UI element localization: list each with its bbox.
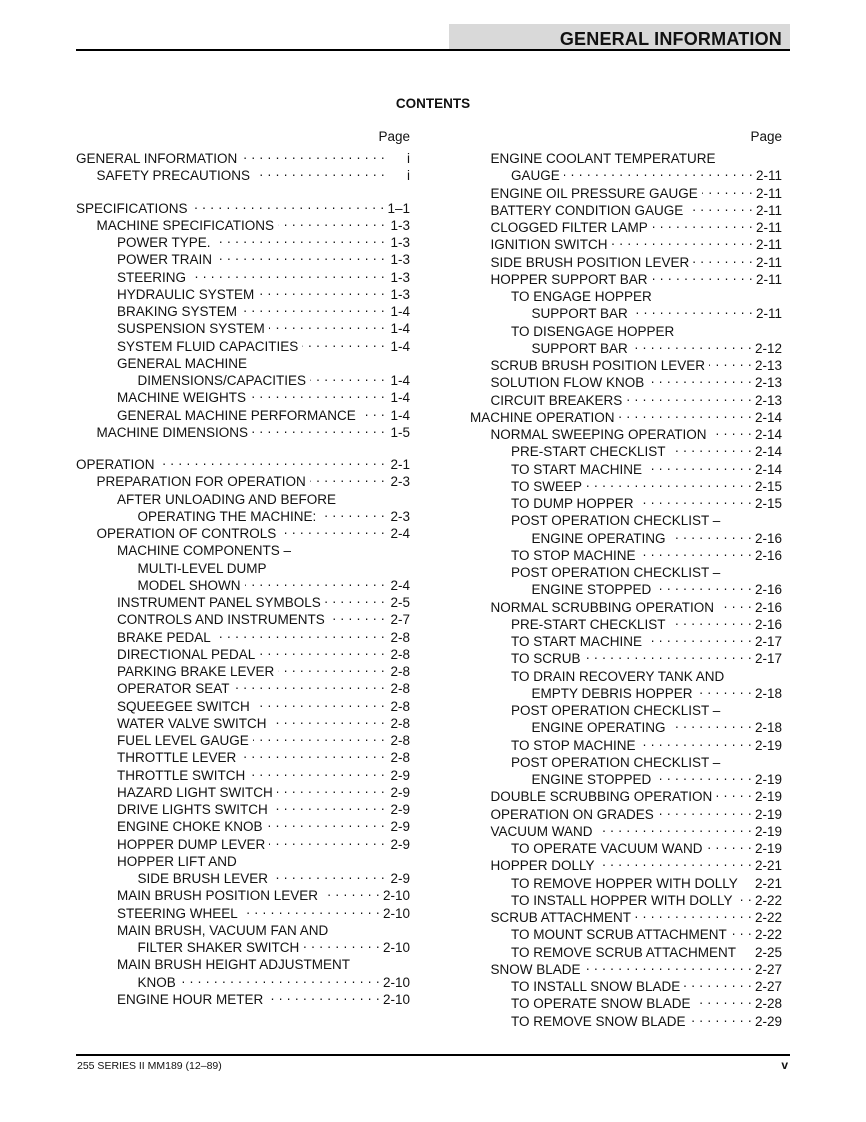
toc-entry-page: 2-8 (390, 733, 410, 748)
toc-entry-title: HOPPER DUMP LEVER (117, 836, 266, 852)
toc-entry-page: 2-1 (390, 457, 410, 472)
toc-entry-title: CLOGGED FILTER LAMP (490, 220, 648, 235)
toc-leader-dots (670, 439, 752, 456)
toc-entry-title: PRE-START CHECKLIST (511, 616, 666, 632)
page-column-label: Page (750, 129, 782, 144)
toc-entry-title: SNOW BLADE (490, 961, 581, 977)
toc-entry-title: POST OPERATION CHECKLIST – (511, 754, 721, 770)
toc-leader-dots (325, 590, 385, 607)
toc-entry-page: 2-21 (754, 875, 782, 891)
toc-entry-page: 2-10 (382, 974, 410, 990)
toc-entry-page: 1-3 (390, 235, 410, 250)
toc-entry-page: 2-8 (390, 715, 410, 731)
toc-entry-page: 2-17 (754, 634, 782, 649)
toc-leader-dots (670, 612, 752, 629)
toc-leader-dots (240, 745, 385, 762)
toc-entry-page: 1-4 (390, 390, 410, 406)
toc-leader-dots (586, 474, 752, 491)
toc-entry-title: POWER TYPE. (117, 235, 211, 250)
toc-entry-page: 2-11 (755, 202, 782, 218)
toc-leader-dots (635, 905, 752, 922)
toc-leader-dots (254, 694, 385, 711)
toc-entry-title: PARKING BRAKE LEVER (117, 664, 275, 679)
toc-entry-title: OPERATING THE MACHINE: (137, 508, 317, 524)
toc-entry-page: 2-7 (390, 612, 410, 628)
toc-column-left (76, 128, 410, 1007)
toc-entry-title: TO SWEEP (511, 478, 583, 494)
toc-leader-dots (626, 388, 752, 405)
toc-entry-page: 2-28 (754, 996, 782, 1012)
toc-entry-title: ENGINE OPERATING (531, 720, 666, 736)
toc-entry-title: DIRECTIONAL PEDAL (117, 646, 256, 662)
toc-entry-page: 2-25 (754, 944, 782, 960)
toc-entry-title: TO DISENGAGE HOPPER (511, 323, 675, 339)
toc-entry-title: THROTTLE LEVER (117, 750, 237, 766)
toc-leader-dots (267, 987, 380, 1004)
toc-entry-page: 2-9 (390, 836, 410, 852)
toc-leader-dots (670, 526, 752, 543)
toc-entry-page: 2-8 (390, 629, 410, 645)
toc-entry-title: ENGINE STOPPED (531, 772, 652, 787)
toc-entry-page: 2-19 (754, 806, 782, 822)
toc-leader-dots (252, 420, 385, 437)
toc-entry-page: 2-19 (754, 772, 782, 787)
toc-entry-page: 2-16 (754, 582, 782, 598)
toc-entry-page: 2-13 (754, 375, 782, 391)
toc-leader-dots (652, 267, 753, 284)
toc-entry-page: 2-11 (755, 254, 782, 270)
toc-entry-page: 2-9 (390, 802, 410, 817)
toc-leader-dots (655, 767, 752, 784)
toc-entry-title: HYDRAULIC SYSTEM (117, 286, 255, 302)
toc-entry-title: CIRCUIT BREAKERS (490, 392, 623, 408)
toc-entry-title: SYSTEM FLUID CAPACITIES (117, 338, 299, 354)
toc-entry-title: GENERAL MACHINE (117, 355, 248, 371)
toc-leader-dots (709, 353, 752, 370)
toc-entry-page: 2-22 (754, 910, 782, 925)
toc-entry-page: 2-19 (754, 823, 782, 839)
toc-entry-title: ENGINE HOUR METER (117, 991, 264, 1007)
toc-entry-title: OPERATION (76, 457, 155, 472)
toc-leader-dots (259, 642, 385, 659)
toc-entry-title: VACUUM WAND (490, 823, 593, 839)
toc-leader-dots (697, 681, 752, 698)
toc-entry-title: SCRUB BRUSH POSITION LEVER (490, 358, 706, 373)
toc-entry-page: 2-27 (754, 979, 782, 994)
toc-entry-title: MULTI-LEVEL DUMP (137, 560, 267, 576)
toc-leader-dots (241, 146, 385, 163)
toc-entry-page: 2-22 (754, 927, 782, 943)
toc-entry-title: HOPPER SUPPORT BAR (490, 271, 648, 287)
toc-entry-title: AFTER UNLOADING AND BEFORE (117, 491, 337, 507)
toc-entry-title: MACHINE SPECIFICATIONS (96, 217, 275, 233)
toc-entry-title: TO SCRUB (511, 651, 581, 667)
toc-leader-dots (280, 521, 385, 538)
toc-entry (76, 196, 410, 216)
toc-entry-page: 2-11 (755, 306, 782, 322)
toc-entry-title: MACHINE OPERATION (470, 409, 615, 425)
toc-entry-page: 2-14 (754, 409, 782, 425)
toc-entry (470, 146, 782, 166)
toc-entry-page: 2-11 (755, 220, 782, 235)
toc-entry-page: 2-27 (754, 961, 782, 977)
toc-leader-dots (269, 316, 385, 333)
toc-leader-dots (272, 797, 385, 814)
toc-leader-dots (192, 196, 385, 213)
toc-entry-title: KNOB (137, 974, 176, 990)
toc-entry-page: 2-10 (382, 905, 410, 921)
toc-entry-title: TO REMOVE HOPPER WITH DOLLY (511, 875, 738, 891)
toc-leader-dots (648, 370, 752, 387)
toc-leader-dots (711, 422, 752, 439)
toc-leader-dots (322, 883, 380, 900)
toc-entry-page: 1–1 (387, 200, 410, 216)
header-rule (76, 49, 790, 51)
toc-leader-dots (215, 230, 385, 247)
toc-entry-title: SQUEEGEE SWITCH (117, 698, 250, 714)
toc-leader-dots (716, 784, 752, 801)
toc-leader-dots (320, 504, 385, 521)
toc-entry-title: OPERATOR SEAT (117, 681, 230, 697)
toc-entry-page: 1-4 (390, 407, 410, 423)
toc-entry (76, 987, 410, 1007)
toc-leader-dots (612, 232, 753, 249)
toc-entry-page: 2-14 (754, 427, 782, 442)
footer-rule (76, 1054, 790, 1056)
toc-entry-title: ENGINE CHOKE KNOB (117, 819, 263, 835)
toc-entry-page: 2-8 (390, 698, 410, 714)
toc-entry-page: i (407, 151, 410, 166)
toc-leader-dots (684, 974, 752, 991)
toc-entry-page: 2-4 (390, 577, 410, 593)
toc-leader-dots (180, 970, 380, 987)
toc-entry-title: SCRUB ATTACHMENT (490, 910, 632, 925)
toc-leader-dots (159, 452, 385, 469)
toc-leader-dots (272, 866, 385, 883)
toc-entry-title: SIDE BRUSH LEVER (137, 871, 269, 886)
toc-entry-title: MODEL SHOWN (137, 577, 241, 593)
toc-leader-dots (215, 625, 385, 642)
toc-leader-dots (718, 595, 752, 612)
toc-column-right (470, 128, 782, 1029)
toc-entry-page: 2-9 (390, 871, 410, 886)
toc-entry-title: THROTTLE SWITCH (117, 767, 246, 783)
toc-entry-title: BRAKING SYSTEM (117, 304, 238, 319)
toc-entry-page: 2-8 (390, 750, 410, 766)
toc-entry-title: SUPPORT BAR (531, 340, 628, 356)
toc-leader-dots (216, 247, 385, 264)
toc-leader-dots (277, 780, 385, 797)
toc-entry-title: POST OPERATION CHECKLIST – (511, 513, 721, 529)
toc-entry-title: TO START MACHINE (511, 634, 643, 649)
toc-leader-dots (731, 922, 752, 939)
toc-entry-page: 2-10 (382, 991, 410, 1007)
toc-leader-dots (599, 853, 752, 870)
toc-entry-title: SAFETY PRECAUTIONS (96, 168, 251, 184)
toc-entry-page: 2-13 (754, 392, 782, 408)
toc-entry-page: 2-8 (390, 681, 410, 697)
toc-entry-page: 2-12 (754, 340, 782, 356)
toc-entry-page: 2-11 (755, 237, 782, 253)
toc-entry-title: POWER TRAIN (117, 252, 213, 268)
toc-entry-page: i (407, 168, 410, 184)
toc-entry-page: 2-8 (390, 664, 410, 679)
toc-entry-page: 2-16 (754, 599, 782, 615)
toc-entry-page: 2-17 (754, 651, 782, 667)
toc-entry-page: 2-18 (754, 720, 782, 736)
toc-entry-page: 2-9 (390, 767, 410, 783)
page-column-label: Page (378, 129, 410, 144)
toc-entry-page: 2-3 (390, 474, 410, 490)
toc-entry-title: SUPPORT BAR (531, 306, 628, 322)
toc-entry-title: FUEL LEVEL GAUGE (117, 733, 249, 748)
toc-entry-title: TO STOP MACHINE (511, 547, 636, 563)
toc-entry-title: SOLUTION FLOW KNOB (490, 375, 645, 391)
toc-entry-page: 1-4 (390, 304, 410, 319)
toc-entry-title: DOUBLE SCRUBBING OPERATION (490, 789, 713, 805)
toc-entry-title: ENGINE OPERATING (531, 530, 666, 546)
toc-leader-dots (269, 832, 385, 849)
toc-leader-dots (564, 163, 753, 180)
toc-entry-title: MAIN BRUSH POSITION LEVER (117, 888, 319, 904)
toc-leader-dots (585, 646, 752, 663)
toc-entry-page: 1-5 (390, 424, 410, 440)
toc-entry-title: GENERAL INFORMATION (76, 151, 238, 166)
toc-entry-title: OPERATION ON GRADES (490, 806, 654, 822)
toc-entry-title: CONTROLS AND INSTRUMENTS (117, 612, 325, 628)
toc-entry-page: 1-3 (390, 252, 410, 268)
toc-entry-page: 1-3 (390, 286, 410, 302)
toc-entry-page: 2-16 (754, 547, 782, 563)
toc-leader-dots (242, 901, 380, 918)
toc-entry-title: IGNITION SWITCH (490, 237, 608, 253)
toc-leader-dots (267, 814, 385, 831)
toc-entry-page: 2-13 (754, 358, 782, 373)
toc-entry-title: TO REMOVE SNOW BLADE (511, 1013, 686, 1029)
toc-leader-dots (258, 282, 385, 299)
toc-entry-title: TO OPERATE VACUUM WAND (511, 841, 703, 856)
toc-entry-title: PRE-START CHECKLIST (511, 444, 666, 460)
toc-entry-title: BATTERY CONDITION GAUGE (490, 202, 684, 218)
toc-entry-page: 1-4 (390, 321, 410, 337)
toc-entry-title: TO OPERATE SNOW BLADE (511, 996, 691, 1012)
toc-entry-title: STEERING WHEEL (117, 905, 238, 921)
toc-entry-title: SIDE BRUSH POSITION LEVER (490, 254, 690, 270)
toc-leader-dots (646, 629, 752, 646)
toc-entry-title: HAZARD LIGHT SWITCH (117, 784, 273, 800)
toc-entry-page: 2-11 (755, 271, 782, 287)
toc-entry-page: 2-21 (754, 858, 782, 874)
toc-entry-title: STEERING (117, 269, 187, 285)
toc-entry-page: 2-3 (390, 508, 410, 524)
toc-entry-page: 2-10 (382, 940, 410, 955)
toc-leader-dots (640, 733, 752, 750)
toc-leader-dots (646, 457, 752, 474)
toc-entry-page: 2-14 (754, 444, 782, 460)
toc-entry-page: 2-14 (754, 461, 782, 477)
contents-title: CONTENTS (395, 96, 471, 111)
toc-leader-dots (249, 763, 385, 780)
toc-entry-page: 2-19 (754, 737, 782, 753)
toc-leader-dots (310, 368, 385, 385)
toc-leader-dots (690, 1009, 752, 1026)
toc-entry-page: 2-19 (754, 841, 782, 856)
toc-leader-dots (302, 334, 385, 351)
toc-entry-page: 2-11 (755, 168, 782, 184)
toc-leader-dots (658, 802, 752, 819)
toc-entry-page: 2-10 (382, 888, 410, 904)
toc-leader-dots (245, 573, 385, 590)
toc-leader-dots (702, 181, 753, 198)
toc-entry-title: INSTRUMENT PANEL SYMBOLS (117, 595, 321, 610)
toc-entry-page: 1-4 (390, 338, 410, 354)
toc-leader-dots (303, 935, 380, 952)
toc-entry-title: MAIN BRUSH, VACUUM FAN AND (117, 922, 329, 938)
toc-leader-dots (234, 676, 385, 693)
toc-entry-title: BRAKE PEDAL (117, 629, 211, 645)
toc-list-right (470, 146, 782, 1029)
toc-entry-title: TO INSTALL HOPPER WITH DOLLY (511, 892, 733, 908)
toc-leader-dots (632, 336, 752, 353)
toc-entry-title: EMPTY DEBRIS HOPPER (531, 685, 693, 701)
toc-leader-dots (253, 728, 385, 745)
toc-entry-title: TO ENGAGE HOPPER (511, 289, 652, 304)
toc-leader-dots (687, 198, 753, 215)
toc-leader-dots (360, 403, 385, 420)
toc-list-left (76, 146, 410, 1007)
toc-entry-page: 2-15 (754, 478, 782, 494)
toc-entry-title: HOPPER LIFT AND (117, 853, 237, 869)
toc-leader-dots (254, 163, 385, 180)
toc-entry-page: 2-18 (754, 685, 782, 701)
toc-entry-title: GAUGE (511, 168, 560, 184)
toc-entry (76, 590, 410, 610)
toc-entry-title: PREPARATION FOR OPERATION (96, 474, 306, 490)
toc-leader-dots (241, 299, 385, 316)
toc-entry-page: 2-4 (390, 526, 410, 541)
footer-page-number: v (781, 1058, 788, 1072)
toc-leader-dots (695, 991, 752, 1008)
toc-leader-dots (250, 385, 385, 402)
toc-leader-dots (737, 888, 752, 905)
toc-entry-page: 2-8 (390, 646, 410, 662)
toc-entry-title: WATER VALVE SWITCH (117, 715, 267, 731)
toc-entry-title: TO INSTALL SNOW BLADE (511, 979, 681, 994)
toc-entry-title: ENGINE COOLANT TEMPERATURE (490, 151, 716, 166)
section-title: GENERAL INFORMATION (559, 29, 782, 49)
toc-entry-page: 2-15 (754, 496, 782, 511)
toc-entry-title: GENERAL MACHINE PERFORMANCE (117, 407, 356, 423)
toc-entry-title: TO DUMP HOPPER (511, 496, 634, 511)
toc-entry-title: ENGINE OIL PRESSURE GAUGE (490, 185, 698, 201)
toc-entry-page: 2-29 (754, 1013, 782, 1029)
toc-entry-title: DRIVE LIGHTS SWITCH (117, 802, 268, 817)
toc-entry-title: MAIN BRUSH HEIGHT ADJUSTMENT (117, 957, 351, 973)
toc-leader-dots (652, 215, 753, 232)
toc-leader-dots (585, 957, 752, 974)
toc-entry-page: 2-16 (754, 616, 782, 632)
toc-entry-page: 2-11 (755, 185, 782, 201)
toc-entry-title: TO STOP MACHINE (511, 737, 636, 753)
toc-entry-title: SUSPENSION SYSTEM (117, 321, 265, 337)
toc-leader-dots (638, 491, 752, 508)
toc-leader-dots (655, 577, 752, 594)
toc-entry (76, 146, 410, 166)
toc-entry-title: POST OPERATION CHECKLIST – (511, 565, 721, 580)
toc-entry-page: 2-22 (754, 892, 782, 908)
toc-entry-title: ENGINE STOPPED (531, 582, 652, 598)
toc-entry-page: 1-4 (390, 373, 410, 388)
toc-entry (76, 452, 410, 472)
toc-entry-page: 1-3 (390, 269, 410, 285)
toc-entry-title: NORMAL SCRUBBING OPERATION (490, 599, 715, 615)
toc-leader-dots (597, 819, 752, 836)
toc-leader-dots (278, 213, 385, 230)
toc-entry-title: POST OPERATION CHECKLIST – (511, 703, 721, 718)
toc-entry-page: 1-3 (390, 217, 410, 233)
toc-leader-dots (707, 836, 752, 853)
toc-entry-title: MACHINE WEIGHTS (117, 390, 247, 406)
toc-leader-dots (693, 250, 753, 267)
footer-doc-id: 255 SERIES II MM189 (12–89) (77, 1060, 222, 1072)
toc-entry-title: OPERATION OF CONTROLS (96, 526, 277, 541)
toc-entry-title: TO DRAIN RECOVERY TANK AND (511, 668, 725, 684)
toc-entry-title: DIMENSIONS/CAPACITIES (137, 373, 307, 388)
toc-leader-dots (640, 543, 752, 560)
toc-entry-page: 2-9 (390, 819, 410, 835)
toc-leader-dots (670, 715, 752, 732)
toc-entry-page: 2-16 (754, 530, 782, 546)
toc-leader-dots (310, 469, 385, 486)
toc-leader-dots (271, 711, 385, 728)
toc-leader-dots (619, 405, 752, 422)
toc-leader-dots (632, 301, 753, 318)
toc-entry-title: MACHINE DIMENSIONS (96, 424, 249, 440)
toc-entry-page: 2-9 (390, 784, 410, 800)
toc-entry-title: TO REMOVE SCRUB ATTACHMENT (511, 944, 737, 960)
toc-entry-title: HOPPER DOLLY (490, 858, 595, 874)
toc-leader-dots (278, 659, 385, 676)
toc-entry-title: TO MOUNT SCRUB ATTACHMENT (511, 927, 727, 943)
toc-leader-dots (190, 265, 385, 282)
toc-entry-title: SPECIFICATIONS (76, 200, 188, 216)
toc-entry-page: 2-19 (754, 789, 782, 805)
toc-leader-dots (329, 607, 385, 624)
toc-entry-page: 2-5 (390, 595, 410, 610)
toc-entry-title: MACHINE COMPONENTS – (117, 543, 292, 559)
toc-entry-title: NORMAL SWEEPING OPERATION (490, 427, 707, 442)
toc-entry-title: TO START MACHINE (511, 461, 643, 477)
toc-entry-title: FILTER SHAKER SWITCH (137, 940, 300, 955)
